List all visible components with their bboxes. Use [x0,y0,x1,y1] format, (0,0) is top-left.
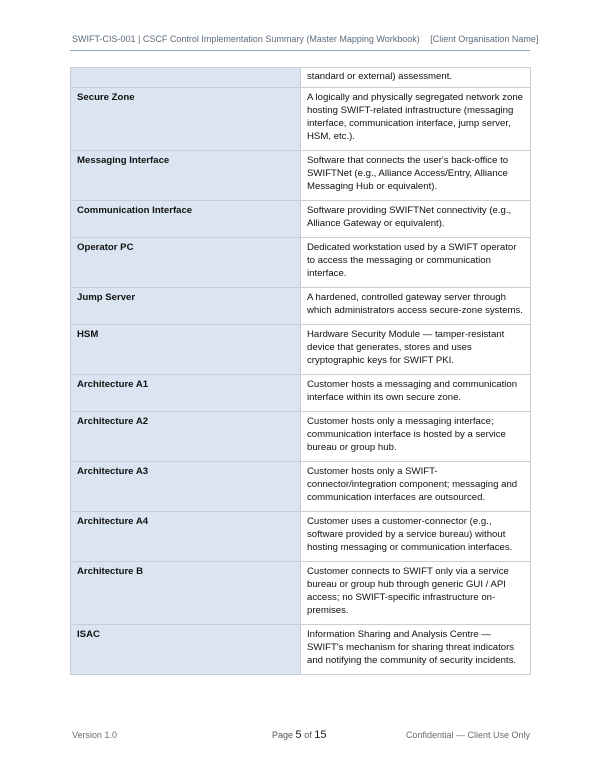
definition-cell: Dedicated workstation used by a SWIFT operator to access the messaging or communication interface. [301,238,531,288]
term-cell: ISAC [71,625,301,675]
page-of: of [304,730,312,740]
term-cell: Architecture B [71,562,301,625]
header-divider [70,50,530,51]
definition-cell: A logically and physically segregated network zone hosting SWIFT-related infrastructure (messaging interface, communication interface, jump server, HSM, etc.). [301,88,531,151]
table-row [71,68,531,88]
definition-cell: A hardened, controlled gateway server through which administrators access secure-zone systems. [301,288,531,325]
definition-cell: Hardware Security Module — tamper-resistant device that generates, stores and uses cryptographic keys for SWIFT PKI. [301,325,531,375]
term-cell: Communication Interface [71,201,301,238]
table-row [71,375,531,412]
glossary-table [70,67,531,675]
term-cell [71,68,301,88]
term-cell: Operator PC [71,238,301,288]
page-total: 15 [314,729,327,741]
table-row [71,562,531,625]
page-current: 5 [295,729,302,741]
definition-cell: Customer uses a customer-connector (e.g., software provided by a service bureau) without hosting messaging or communication interfaces. [301,512,531,562]
term-cell: HSM [71,325,301,375]
definition-cell: Customer connects to SWIFT only via a service bureau or group hub through generic GUI / API access; no SWIFT-specific infrastructure on-premises. [301,562,531,625]
definition-cell: Software that connects the user's back-office to SWIFTNet (e.g., Alliance Access/Entry, Alliance Messaging Hub or equivalent). [301,151,531,201]
confidentiality-label: Confidential — Client Use Only [405,730,530,740]
term-cell: Secure Zone [71,88,301,151]
definition-cell: Customer hosts only a messaging interface; communication interface is hosted by a service bureau or group hub. [301,412,531,462]
table-row [71,88,531,151]
table-row [71,412,531,462]
table-row [71,151,531,201]
page-prefix: Page [272,730,294,740]
term-cell: Architecture A4 [71,512,301,562]
term-cell: Jump Server [71,288,301,325]
term-cell: Architecture A1 [71,375,301,412]
table-row [71,325,531,375]
definition-cell: Information Sharing and Analysis Centre — SWIFT's mechanism for sharing threat indicators and notifying the community of security incidents. [301,625,531,675]
client-name: [Client Organisation Name] [430,34,539,44]
term-cell: Architecture A2 [71,412,301,462]
term-cell: Messaging Interface [71,151,301,201]
page-number [272,729,326,741]
table-row [71,288,531,325]
table-row [71,512,531,562]
definition-cell: Software providing SWIFTNet connectivity (e.g., Alliance Gateway or equivalent). [301,201,531,238]
term-cell: Architecture A3 [71,462,301,512]
definition-cell: Customer hosts only a SWIFT-connector/integration component; messaging and communication interfaces are outsourced. [301,462,531,512]
document-title: SWIFT-CIS-001 | CSCF Control Implementation Summary (Master Mapping Workbook) [72,34,420,44]
version-label: Version 1.0 [72,730,118,740]
page-header [72,34,539,44]
table-row [71,201,531,238]
table-row [71,238,531,288]
page-footer [72,730,530,744]
table-row [71,625,531,675]
table-row [71,462,531,512]
definition-cell: Customer hosts a messaging and communication interface within its own secure zone. [301,375,531,412]
definition-cell: standard or external) assessment. [301,68,531,88]
